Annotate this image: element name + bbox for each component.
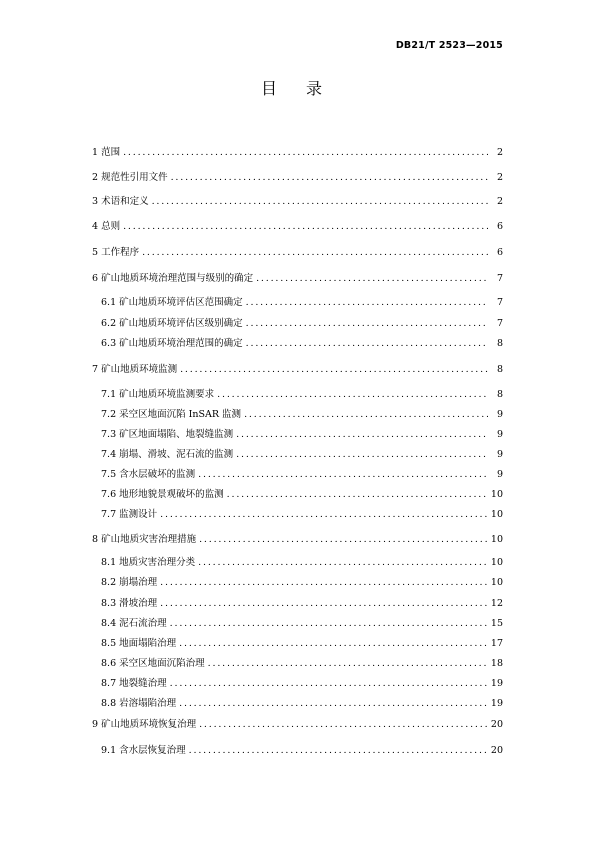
toc-entry[interactable]: [101, 389, 503, 401]
toc-entry-label: 7 矿山地质环境监测: [92, 364, 178, 375]
toc-entry[interactable]: [92, 273, 503, 285]
toc-entry-page-number: 19: [490, 678, 503, 689]
toc-dot-leader: [170, 678, 488, 690]
toc-entry[interactable]: [101, 318, 503, 330]
toc-entry-label: 8.7 地裂缝治理: [101, 678, 167, 689]
toc-entry[interactable]: [101, 409, 503, 421]
toc-dot-leader: [189, 745, 488, 757]
toc-dot-leader: [198, 557, 488, 569]
toc-dot-leader: [208, 658, 488, 670]
toc-entry[interactable]: [101, 698, 503, 710]
toc-dot-leader: [199, 534, 488, 546]
toc-entry-page-number: 20: [490, 719, 503, 730]
toc-entry-label: 6.2 矿山地质环境评估区级别确定: [101, 318, 243, 329]
toc-dot-leader: [246, 318, 488, 330]
toc-entry-label: 7.5 含水层破坏的监测: [101, 469, 196, 480]
toc-dot-leader: [170, 618, 488, 630]
toc-entry-label: 8.6 采空区地面沉陷治理: [101, 658, 205, 669]
toc-entry[interactable]: [92, 172, 503, 184]
toc-entry-page-number: 9: [496, 429, 503, 440]
toc-entry[interactable]: [101, 577, 503, 589]
toc-dot-leader: [160, 509, 488, 521]
toc-dot-leader: [236, 449, 488, 461]
toc-entry-page-number: 10: [490, 509, 503, 520]
toc-entry-page-number: 7: [496, 273, 503, 284]
toc-entry[interactable]: [92, 719, 503, 731]
toc-entry-page-number: 6: [496, 247, 503, 258]
toc-entry-page-number: 6: [496, 221, 503, 232]
toc-dot-leader: [123, 147, 488, 159]
toc-dot-leader: [244, 409, 488, 421]
toc-entry-page-number: 20: [490, 745, 503, 756]
toc-entry[interactable]: [101, 489, 503, 501]
toc-dot-leader: [123, 221, 488, 233]
toc-entry[interactable]: [101, 557, 503, 569]
toc-entry-label: 8.2 崩塌治理: [101, 577, 158, 588]
toc-entry[interactable]: [101, 678, 503, 690]
toc-entry-label: 8.5 地面塌陷治理: [101, 638, 177, 649]
toc-entry[interactable]: [92, 364, 503, 376]
toc-entry-page-number: 9: [496, 469, 503, 480]
toc-entry-label: 2 规范性引用文件: [92, 172, 168, 183]
toc-entry-page-number: 10: [490, 577, 503, 588]
toc-entry[interactable]: [101, 509, 503, 521]
toc-dot-leader: [160, 577, 488, 589]
toc-entry[interactable]: [101, 658, 503, 670]
toc-entry[interactable]: [92, 196, 503, 208]
toc-dot-leader: [171, 172, 488, 184]
toc-entry-page-number: 15: [490, 618, 503, 629]
toc-entry-label: 5 工作程序: [92, 247, 140, 258]
toc-entry-page-number: 2: [496, 172, 503, 183]
toc-entry-page-number: 17: [490, 638, 503, 649]
toc-entry-label: 8 矿山地质灾害治理措施: [92, 534, 197, 545]
toc-entry-page-number: 2: [496, 147, 503, 158]
toc-dot-leader: [246, 338, 488, 350]
toc-entry-label: 9 矿山地质环境恢复治理: [92, 719, 197, 730]
toc-entry-page-number: 7: [496, 318, 503, 329]
toc-entry[interactable]: [92, 147, 503, 159]
toc-entry-label: 7.1 矿山地质环境监测要求: [101, 389, 215, 400]
toc-entry-label: 9.1 含水层恢复治理: [101, 745, 186, 756]
toc-dot-leader: [236, 429, 488, 441]
toc-entry-page-number: 8: [496, 364, 503, 375]
toc-entry-label: 8.4 泥石流治理: [101, 618, 167, 629]
toc-entry[interactable]: [101, 449, 503, 461]
toc-entry[interactable]: [101, 745, 503, 757]
toc-dot-leader: [217, 389, 488, 401]
toc-dot-leader: [179, 638, 488, 650]
toc-entry[interactable]: [101, 469, 503, 481]
toc-entry-page-number: 10: [490, 489, 503, 500]
toc-dot-leader: [180, 364, 488, 376]
toc-entry-label: 8.1 地质灾害治理分类: [101, 557, 196, 568]
toc-dot-leader: [246, 297, 488, 309]
toc-entry-page-number: 9: [496, 409, 503, 420]
toc-entry[interactable]: [101, 338, 503, 350]
toc-entry-page-number: 2: [496, 196, 503, 207]
toc-entry[interactable]: [101, 429, 503, 441]
toc-entry-label: 6.3 矿山地质环境治理范围的确定: [101, 338, 243, 349]
toc-entry-page-number: 19: [490, 698, 503, 709]
toc-dot-leader: [199, 719, 488, 731]
toc-entry[interactable]: [101, 598, 503, 610]
toc-entry-label: 4 总则: [92, 221, 121, 232]
toc-dot-leader: [142, 247, 488, 259]
toc-entry[interactable]: [101, 638, 503, 650]
toc-dot-leader: [179, 698, 488, 710]
toc-entry[interactable]: [101, 618, 503, 630]
toc-entry-label: 6.1 矿山地质环境评估区范围确定: [101, 297, 243, 308]
toc-entry[interactable]: [92, 221, 503, 233]
toc-entry[interactable]: [92, 534, 503, 546]
toc-entry-label: 7.2 采空区地面沉陷 InSAR 监测: [101, 409, 242, 420]
toc-entry-page-number: 9: [496, 449, 503, 460]
toc-entry[interactable]: [101, 297, 503, 309]
toc-entry-page-number: 7: [496, 297, 503, 308]
toc-entry-label: 8.3 滑坡治理: [101, 598, 158, 609]
toc-entry[interactable]: [92, 247, 503, 259]
toc-entry-label: 7.4 崩塌、滑坡、泥石流的监测: [101, 449, 234, 460]
toc-dot-leader: [160, 598, 488, 610]
toc-dot-leader: [152, 196, 488, 208]
page-title: 目 录: [260, 79, 335, 98]
toc-entry-page-number: 10: [490, 557, 503, 568]
toc-dot-leader: [256, 273, 488, 285]
document-code: DB21/T 2523—2015: [395, 40, 503, 51]
toc-entry-label: 7.6 地形地貌景观破坏的监测: [101, 489, 224, 500]
toc-entry-page-number: 10: [490, 534, 503, 545]
toc-entry-page-number: 8: [496, 389, 503, 400]
toc-entry-label: 3 术语和定义: [92, 196, 149, 207]
toc-entry-label: 1 范围: [92, 147, 121, 158]
toc-dot-leader: [198, 469, 488, 481]
toc-entry-page-number: 18: [490, 658, 503, 669]
toc-entry-label: 6 矿山地质环境治理范围与级别的确定: [92, 273, 254, 284]
toc-entry-label: 8.8 岩溶塌陷治理: [101, 698, 177, 709]
toc-entry-page-number: 12: [490, 598, 503, 609]
toc-entry-label: 7.3 矿区地面塌陷、地裂缝监测: [101, 429, 234, 440]
toc-entry-page-number: 8: [496, 338, 503, 349]
toc-entry-label: 7.7 监测设计: [101, 509, 158, 520]
toc-dot-leader: [227, 489, 488, 501]
